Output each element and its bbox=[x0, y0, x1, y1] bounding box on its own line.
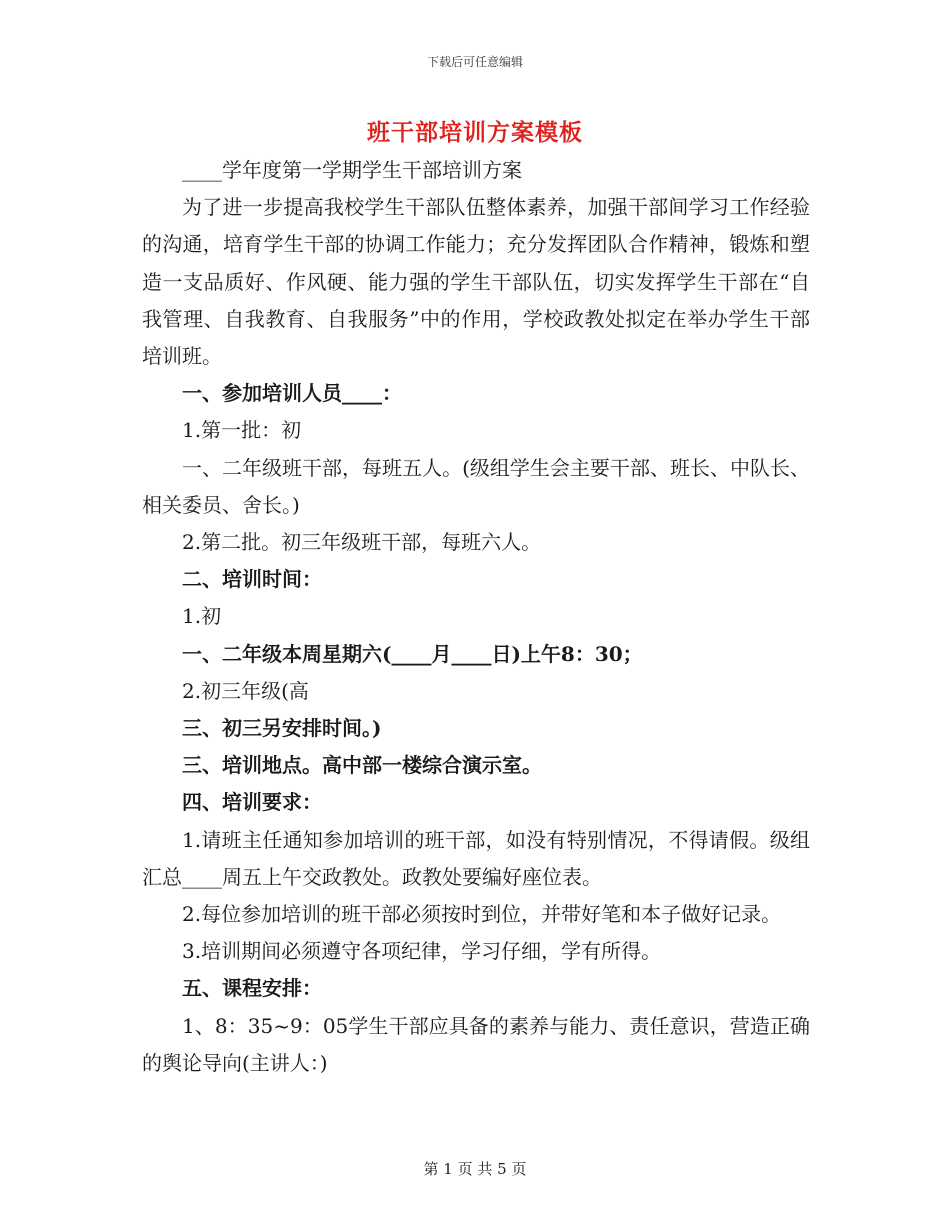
paragraph-intro: 为了进一步提高我校学生干部队伍整体素养，加强干部间学习工作经验的沟通，培育学生干部的协调工作能力；充分发挥团队合作精神，锻炼和塑造一支品质好、作风硬、能力强的学生干部队伍，切实发挥学生干部在“自我管理、自我教育、自我服务”中的作用，学校政教处拟定在举办学生干部培训班。 bbox=[142, 195, 810, 369]
document-title: 班干部培训方案模板 bbox=[367, 119, 583, 146]
heading-requirements: 四、培训要求： bbox=[182, 790, 322, 815]
paragraph-time-1: 1.初 bbox=[182, 604, 222, 629]
paragraph-time-1-detail: 一、二年级本周星期六(____月____日)上午8：30； bbox=[182, 641, 643, 666]
heading-schedule: 五、课程安排： bbox=[182, 976, 322, 1001]
paragraph-requirement-3: 3.培训期间必须遵守各项纪律，学习仔细，学有所得。 bbox=[182, 939, 662, 964]
paragraph-subtitle: ____学年度第一学期学生干部培训方案 bbox=[182, 158, 522, 182]
document-body bbox=[142, 152, 810, 1082]
page-number: 第 1 页 共 5 页 bbox=[423, 1160, 527, 1178]
heading-location: 三、培训地点。高中部一楼综合演示室。 bbox=[182, 753, 542, 778]
page-header-note: 下载后可任意编辑 bbox=[426, 55, 523, 69]
paragraph-time-2: 2.初三年级(高 bbox=[182, 678, 309, 703]
paragraph-time-2-detail: 三、初三另安排时间。) bbox=[182, 716, 382, 741]
heading-time: 二、培训时间： bbox=[182, 567, 322, 592]
paragraph-batch-1-detail: 一、二年级班干部，每班五人。(级组学生会主要干部、班长、中队长、相关委员、舍长。) bbox=[142, 455, 810, 517]
paragraph-schedule-1: 1、8：35~9：05学生干部应具备的素养与能力、责任意识，营造正确的舆论导向(主讲人：) bbox=[142, 1013, 810, 1075]
paragraph-requirement-1: 1.请班主任通知参加培训的班干部，如没有特别情况，不得请假。级组汇总____周五上午交政教处。政教处要编好座位表。 bbox=[142, 827, 810, 889]
heading-participants: 一、参加培训人员____： bbox=[182, 381, 402, 406]
paragraph-batch-2: 2.第二批。初三年级班干部，每班六人。 bbox=[182, 530, 542, 555]
paragraph-batch-1: 1.第一批：初 bbox=[182, 418, 302, 443]
paragraph-requirement-2: 2.每位参加培训的班干部必须按时到位，并带好笔和本子做好记录。 bbox=[182, 902, 782, 927]
